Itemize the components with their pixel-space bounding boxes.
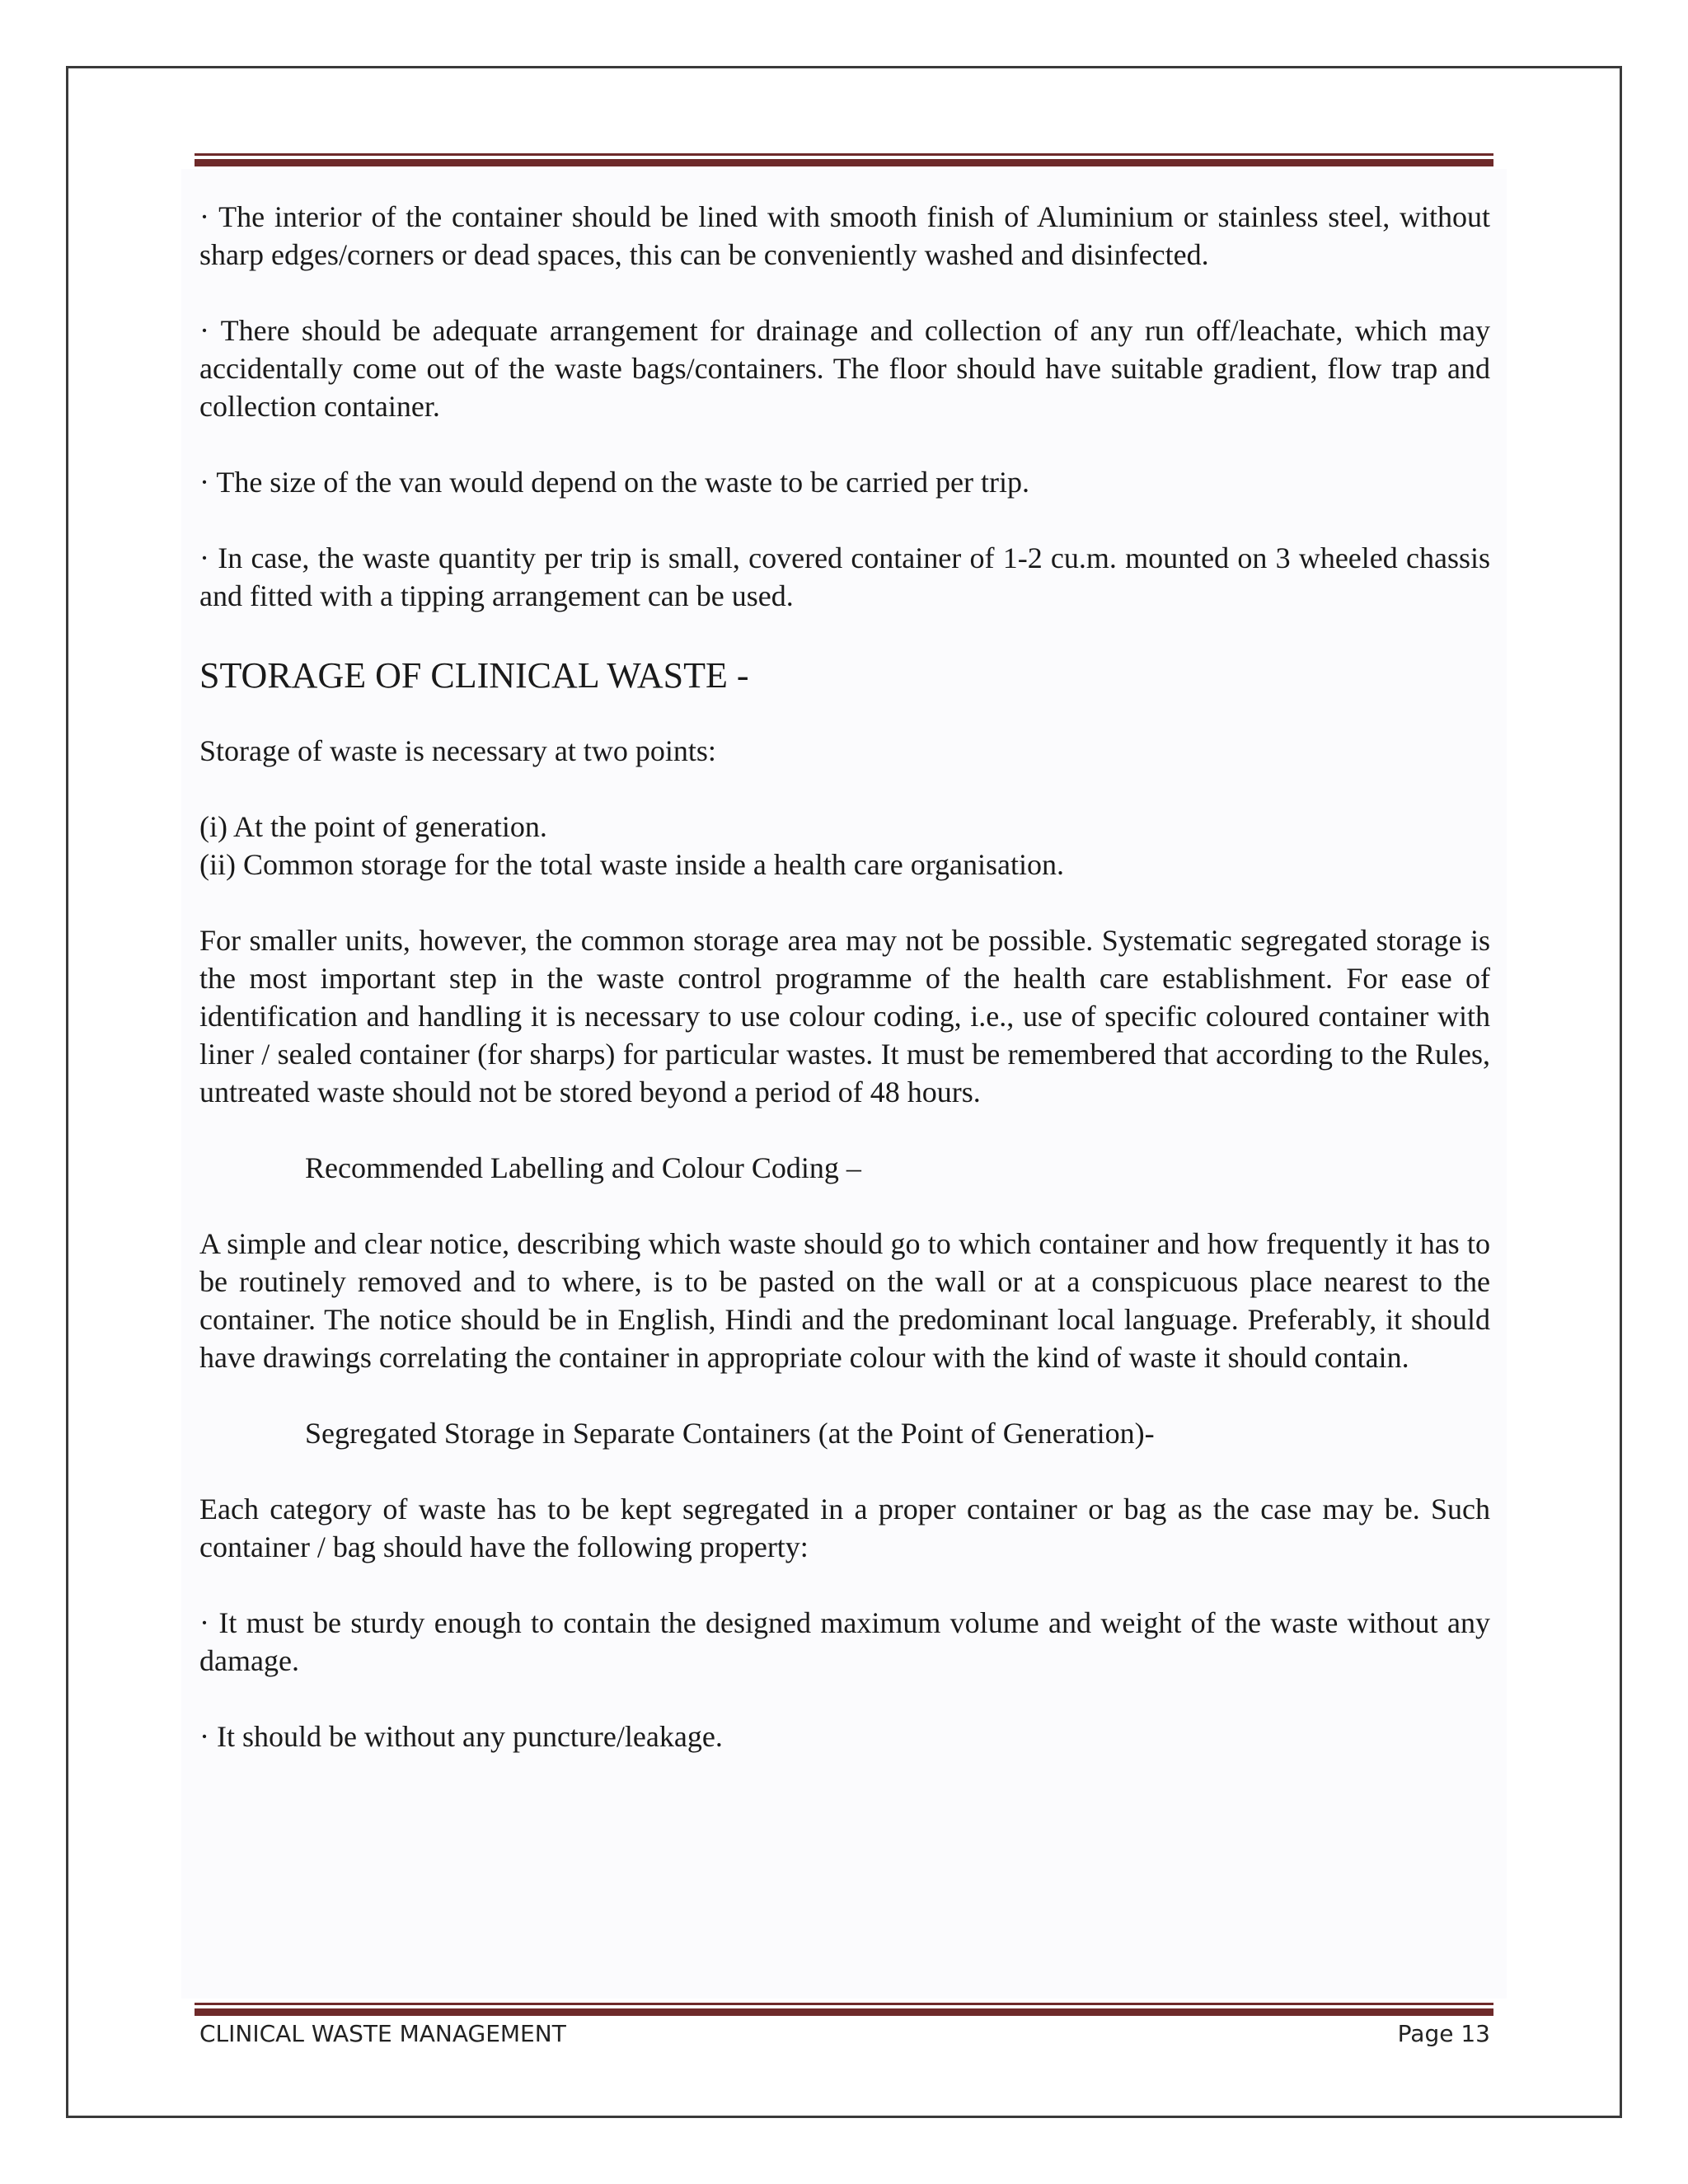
category-paragraph: Each category of waste has to be kept segregated in a proper container or bag as the case may be. Such container / bag should have the following property: (199, 1493, 1490, 1563)
storage-point: (ii) Common storage for the total waste inside a health care organisation. (199, 848, 1065, 881)
page-number: Page 13 (1397, 2020, 1490, 2047)
bullet-no-leakage: · It should be without any puncture/leakage. (199, 1720, 723, 1753)
subheading-segregated: Segregated Storage in Separate Containers (at the Point of Generation)- (305, 1417, 1155, 1450)
bullet-sturdy: · It must be sturdy enough to contain the designed maximum volume and weight of the waste without any damage. (199, 1606, 1490, 1677)
page-footer (199, 2019, 1490, 2049)
notice-paragraph: A simple and clear notice, describing which waste should go to which container and how frequently it has to be routinely removed and to where, is to be pasted on the wall or at a conspicuous place nearest to the container. The notice should be in English, Hindi and the predominant local language. Preferably, it should have drawings correlating the container in appropriate colour with the kind of waste it should contain. (199, 1227, 1490, 1374)
footer-rule (195, 2003, 1493, 2016)
bullet-van-size: · The size of the van would depend on the waste to be carried per trip. (199, 466, 1029, 499)
smaller-units-paragraph: For smaller units, however, the common storage area may not be possible. Systematic segregated storage is the most important step in the waste control programme of the health care establishment. For ease of identification and handling it is necessary to use colour coding, i.e., use of specific coloured container with liner / sealed container (for sharps) for particular wastes. It must be remembered that according to the Rules, untreated waste should not be stored beyond a period of 48 hours. (199, 924, 1490, 1108)
storage-points-list (199, 808, 1490, 883)
bullet-interior-lining: · The interior of the container should be lined with smooth finish of Aluminium or stainless steel, without sharp edges/corners or dead spaces, this can be conveniently washed and disinfected. (199, 200, 1490, 271)
storage-intro: Storage of waste is necessary at two points: (199, 734, 716, 767)
header-rule (195, 153, 1493, 166)
bullet-small-quantity: · In case, the waste quantity per trip is small, covered container of 1-2 cu.m. mounted on 3 wheeled chassis and fitted with a tipping arrangement can be used. (199, 541, 1490, 612)
subheading-labelling: Recommended Labelling and Colour Coding – (305, 1151, 861, 1184)
section-heading: STORAGE OF CLINICAL WASTE - (199, 655, 749, 696)
page-content (199, 198, 1490, 1793)
footer-title: CLINICAL WASTE MANAGEMENT (199, 2020, 566, 2047)
bullet-drainage: · There should be adequate arrangement for drainage and collection of any run off/leachate, which may accidentally come out of the waste bags/containers. The floor should have suitable gradient, flow trap and collection container. (199, 314, 1490, 423)
storage-point: (i) At the point of generation. (199, 810, 547, 843)
